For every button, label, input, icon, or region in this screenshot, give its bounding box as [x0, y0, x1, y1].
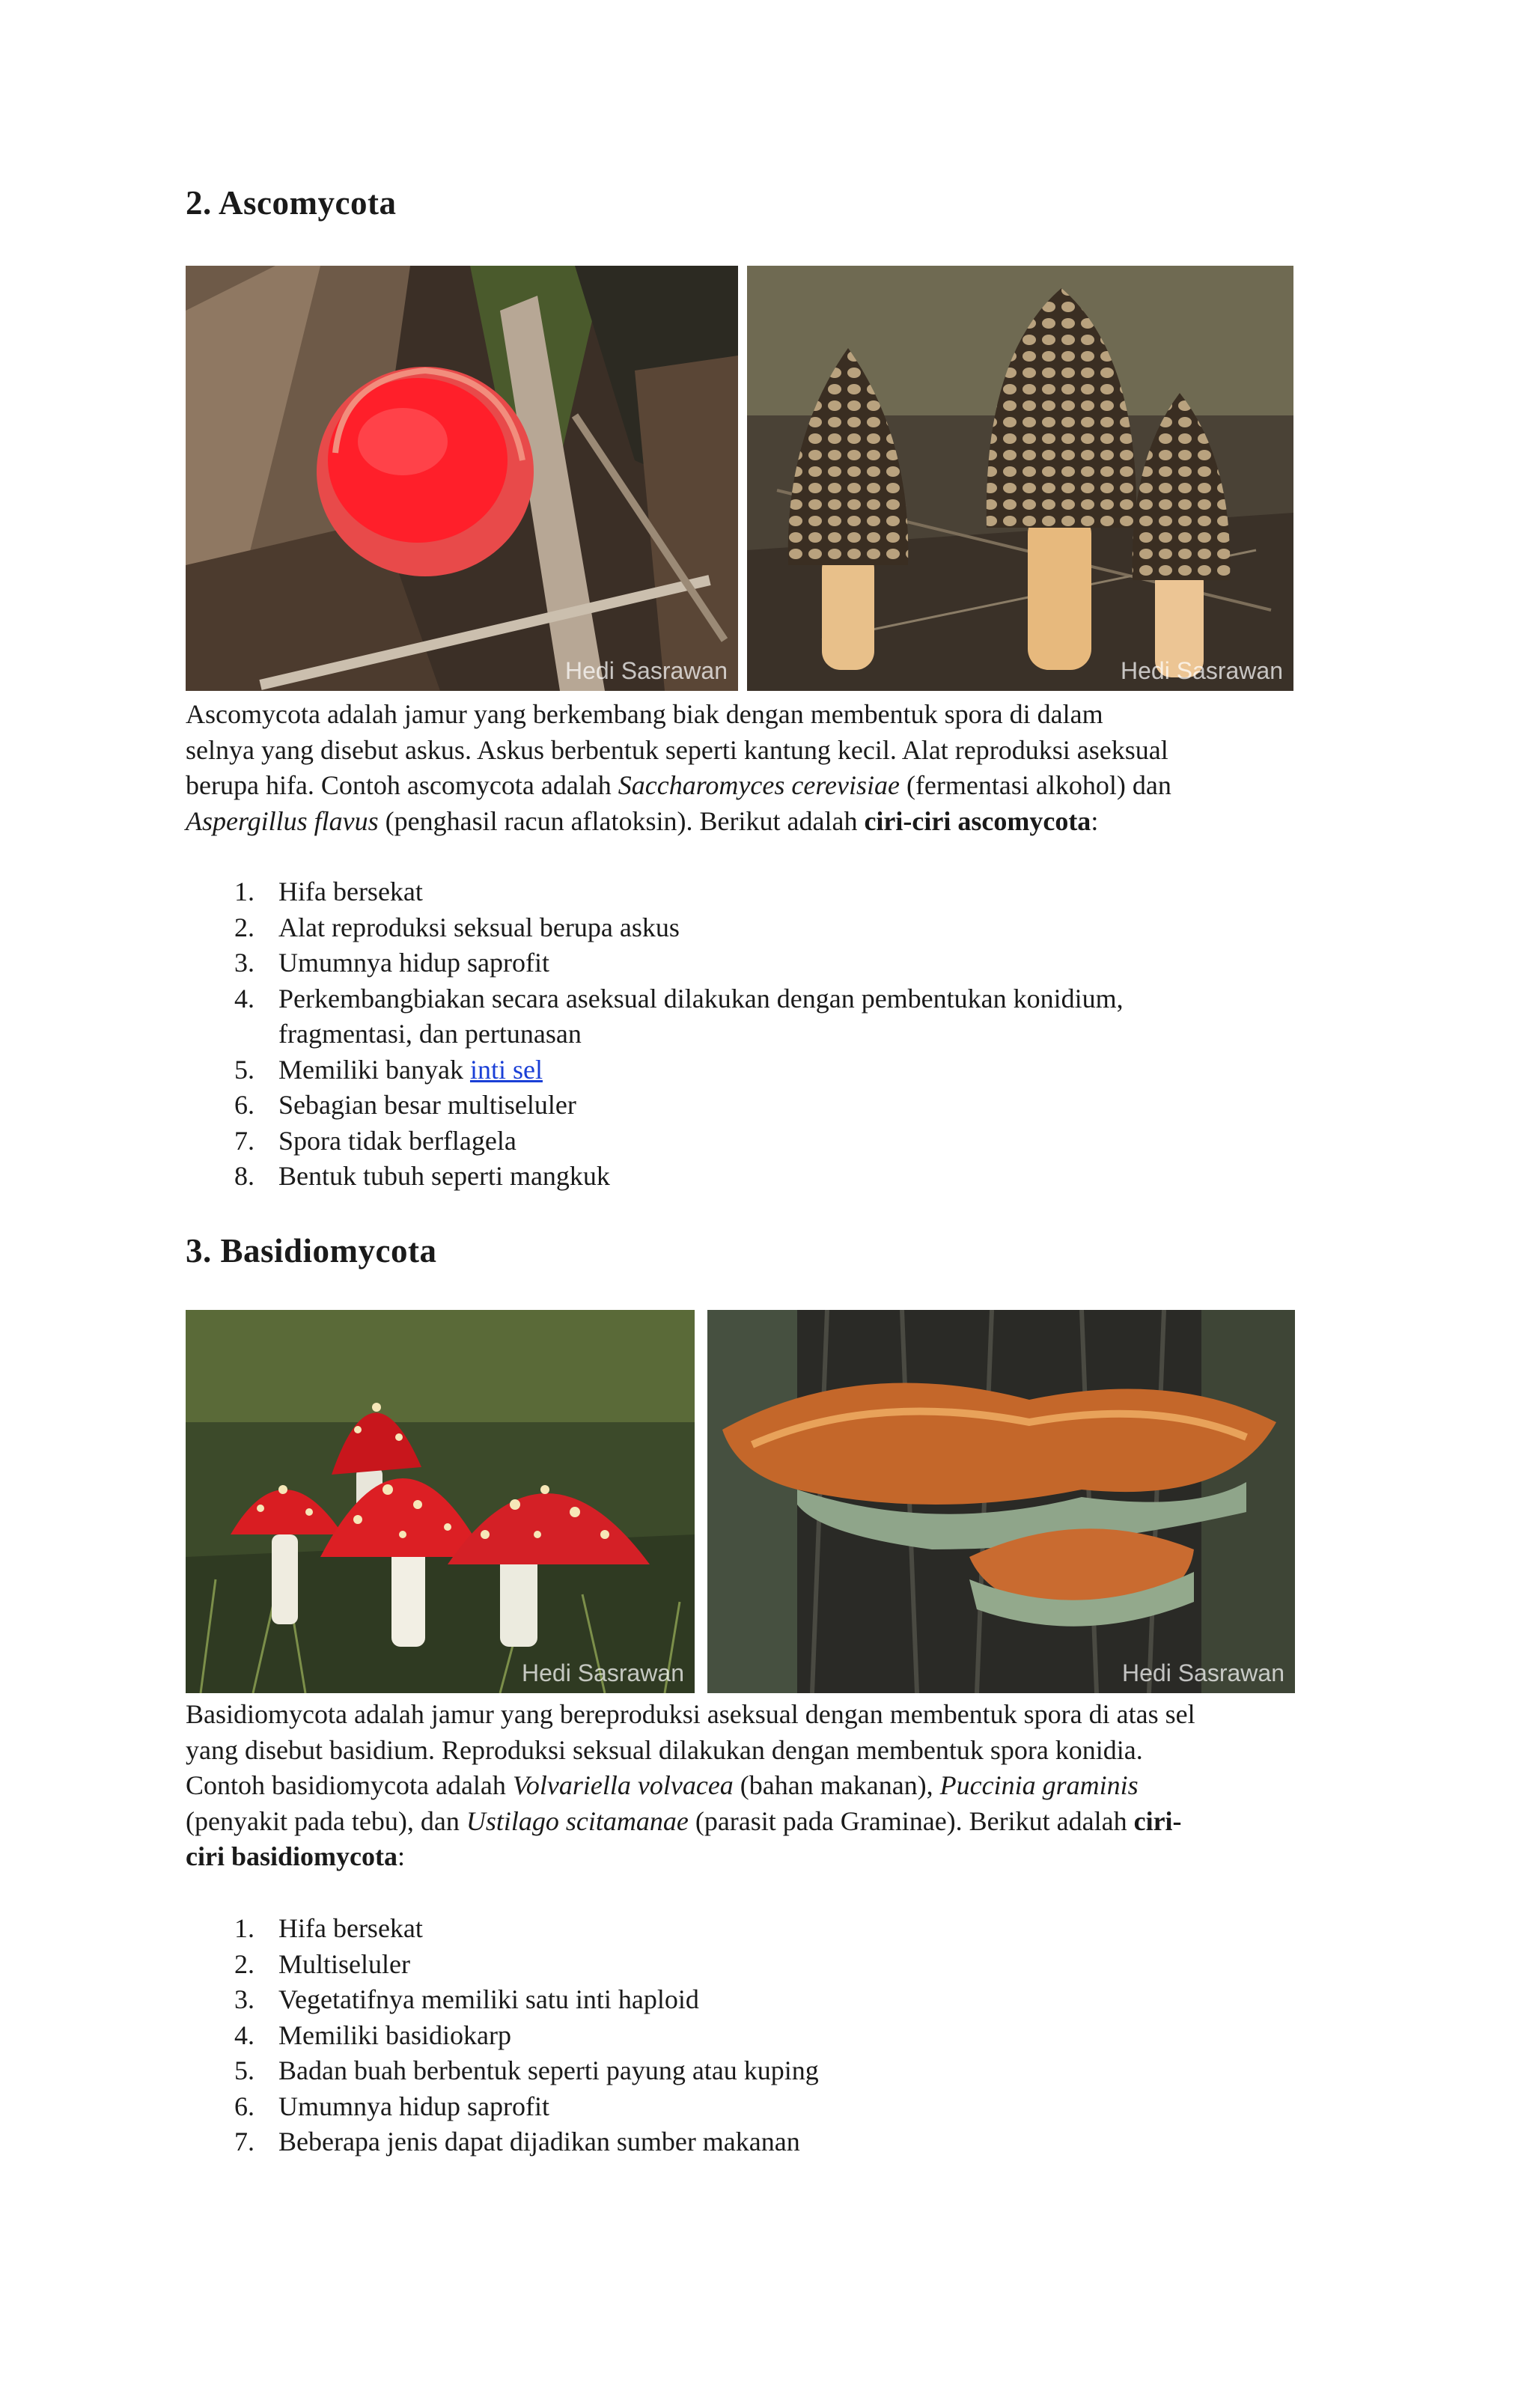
species-name: Puccinia graminis [939, 1770, 1139, 1800]
list-item: 3. Vegetatifnya memiliki satu inti haploid [234, 1984, 699, 2014]
paragraph-line: Basidiomycota adalah jamur yang bereproduksi aseksual dengan membentuk spora di atas sel [186, 1699, 1195, 1729]
photo-watermark: Hedi Sasrawan [522, 1659, 684, 1686]
morel-photo [747, 266, 1293, 691]
bold-term: ciri basidiomycota [186, 1841, 397, 1871]
list-item: 4. Memiliki basidiokarp [234, 2020, 511, 2050]
ascomycota-characteristics-list [225, 874, 1341, 1195]
list-item: 2. Alat reproduksi seksual berupa askus [234, 912, 680, 942]
list-item: 3. Umumnya hidup saprofit [234, 948, 549, 978]
inti-sel-link[interactable]: inti sel [469, 1054, 543, 1085]
basidiomycota-characteristics-list [225, 1911, 1341, 2160]
list-item: 2. Multiseluler [234, 1948, 410, 1979]
paragraph-line: (penyakit pada tebu), dan Ustilago scitamanae (parasit pada Graminae). Berikut adalah ciri- [186, 1805, 1182, 1836]
section-heading-basidiomycota: 3. Basidiomycota [186, 1232, 437, 1269]
bracket-fungus-photo [707, 1310, 1295, 1693]
paragraph-line: yang disebut basidium. Reproduksi seksual dilakukan dengan membentuk spora konidia. [186, 1734, 1143, 1765]
paragraph-line: selnya yang disebut askus. Askus berbentuk seperti kantung kecil. Alat reproduksi aseksual [186, 734, 1168, 765]
ascomycota-description [186, 697, 1323, 839]
list-item: 5. Badan buah berbentuk seperti payung atau kuping [234, 2055, 819, 2085]
list-item: 7. Spora tidak berflagela [234, 1125, 516, 1156]
photo-watermark: Hedi Sasrawan [1121, 657, 1283, 684]
paragraph-line: Ascomycota adalah jamur yang berkembang biak dengan membentuk spora di dalam [186, 699, 1103, 729]
bold-term: ciri- [1133, 1805, 1182, 1836]
list-item: 8. Bentuk tubuh seperti mangkuk [234, 1161, 610, 1191]
list-item: 1. Hifa bersekat [234, 877, 423, 906]
species-name: Aspergillus flavus [186, 805, 379, 836]
photo-watermark: Hedi Sasrawan [565, 657, 728, 684]
list-item: 6. Umumnya hidup saprofit [234, 2091, 549, 2121]
list-item: 5. Memiliki banyak inti sel [234, 1054, 543, 1085]
species-name: Saccharomyces cerevisiae [618, 770, 900, 800]
section-heading-ascomycota: 2. Ascomycota [186, 184, 397, 222]
list-item: 6. Sebagian besar multiseluler [234, 1090, 576, 1120]
species-name: Volvariella volvacea [512, 1770, 734, 1800]
paragraph-line: Contoh basidiomycota adalah Volvariella volvacea (bahan makanan), Puccinia graminis [186, 1770, 1139, 1800]
scarlet-cup-photo [186, 266, 738, 691]
paragraph-line: berupa hifa. Contoh ascomycota adalah Saccharomyces cerevisiae (fermentasi alkohol) dan [186, 770, 1171, 800]
species-name: Ustilago scitamanae [466, 1805, 689, 1836]
photo-watermark: Hedi Sasrawan [1122, 1659, 1284, 1686]
list-item: 7. Beberapa jenis dapat dijadikan sumber makanan [234, 2127, 800, 2156]
basidiomycota-description [186, 1697, 1323, 1875]
bold-term: ciri-ciri ascomycota [864, 805, 1091, 836]
paragraph-line: ciri basidiomycota: [186, 1841, 405, 1871]
list-item: 4. Perkembangbiakan secara aseksual dilakukan dengan pembentukan konidium, fragmentasi, dan pertunasan [234, 983, 1124, 1049]
paragraph-line: Aspergillus flavus (penghasil racun aflatoksin). Berikut adalah ciri-ciri ascomycota: [186, 805, 1099, 836]
list-item: 1. Hifa bersekat [234, 1913, 423, 1943]
fly-agaric-photo [186, 1310, 695, 1693]
